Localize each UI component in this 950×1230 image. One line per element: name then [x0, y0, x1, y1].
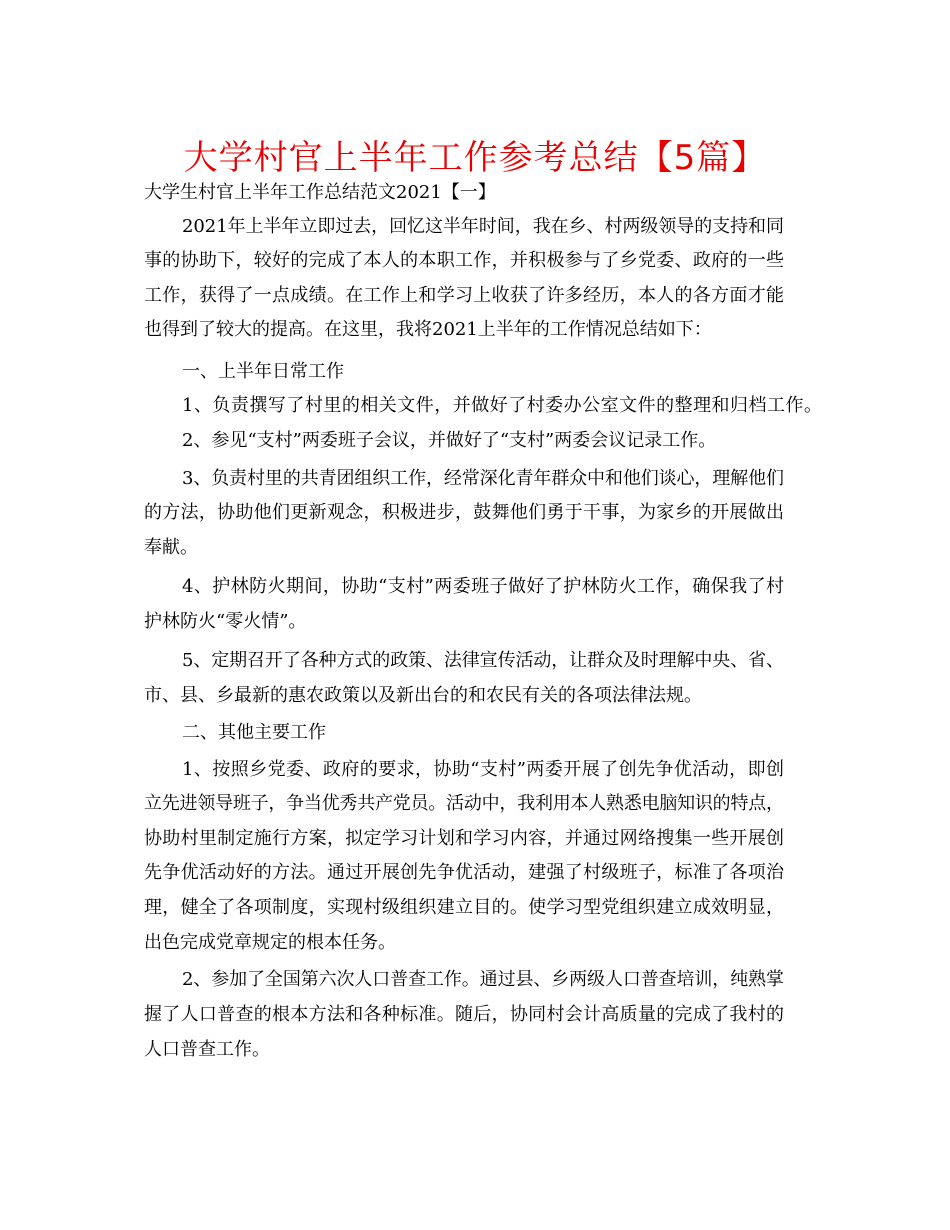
- paragraph-line: 先争优活动好的方法。通过开展创先争优活动，建强了村级班子，标准了各项治: [144, 862, 785, 883]
- document-title: 大学村官上半年工作参考总结【5篇】: [183, 138, 767, 178]
- paragraph-line: 工作，获得了一点成绩。在工作上和学习上收获了许多经历，本人的各方面才能: [144, 285, 785, 306]
- paragraph-line: 4、护林防火期间，协助“支村”两委班子做好了护林防火工作，确保我了村: [182, 576, 785, 597]
- paragraph-line: 事的协助下，较好的完成了本人的本职工作，并积极参与了乡党委、政府的一些: [144, 250, 785, 271]
- paragraph-line: 1、负责撰写了村里的相关文件，并做好了村委办公室文件的整理和归档工作。: [182, 395, 823, 416]
- paragraph-line: 也得到了较大的提高。在这里，我将2021上半年的工作情况总结如下：: [144, 319, 712, 340]
- paragraph-line: 协助村里制定施行方案，拟定学习计划和学习内容，并通过网络搜集一些开展创: [144, 828, 785, 849]
- paragraph-line: 2、参加了全国第六次人口普查工作。通过县、乡两级人口普查培训，纯熟掌: [182, 969, 784, 990]
- paragraph-line: 2021年上半年立即过去，回忆这半年时间，我在乡、村两级领导的支持和同: [182, 216, 784, 237]
- paragraph-line: 立先进领导班子，争当优秀共产党员。活动中，我利用本人熟悉电脑知识的特点，: [144, 793, 784, 814]
- paragraph-line: 人口普查工作。: [144, 1039, 270, 1060]
- paragraph-line: 出色完成党章规定的根本任务。: [144, 932, 396, 953]
- paragraph-line: 奉献。: [144, 537, 198, 558]
- paragraph-line: 3、负责村里的共青团组织工作，经常深化青年群众中和他们谈心，理解他们: [182, 468, 784, 489]
- paragraph-line: 大学生村官上半年工作总结范文2021【一】: [144, 182, 496, 203]
- paragraph-line: 一、上半年日常工作: [182, 361, 344, 382]
- paragraph-line: 握了人口普查的根本方法和各种标准。随后，协同村会计高质量的完成了我村的: [144, 1004, 785, 1025]
- paragraph-line: 二、其他主要工作: [182, 722, 326, 743]
- paragraph-line: 5、定期召开了各种方式的政策、法律宣传活动，让群众及时理解中央、省、: [182, 650, 784, 671]
- paragraph-line: 2、参见“支村”两委班子会议，并做好了“支村”两委会议记录工作。: [182, 430, 717, 451]
- paragraph-line: 1、按照乡党委、政府的要求，协助“支村”两委开展了创先争优活动，即创: [182, 759, 785, 780]
- paragraph-line: 市、县、乡最新的惠农政策以及新出台的和农民有关的各项法律法规。: [144, 685, 702, 706]
- paragraph-line: 的方法，协助他们更新观念，积极进步，鼓舞他们勇于干事，为家乡的开展做出: [144, 502, 785, 523]
- paragraph-line: 理，健全了各项制度，实现村级组织建立目的。使学习型党组织建立成效明显，: [144, 897, 785, 918]
- paragraph-line: 护林防火“零火情”。: [144, 611, 307, 632]
